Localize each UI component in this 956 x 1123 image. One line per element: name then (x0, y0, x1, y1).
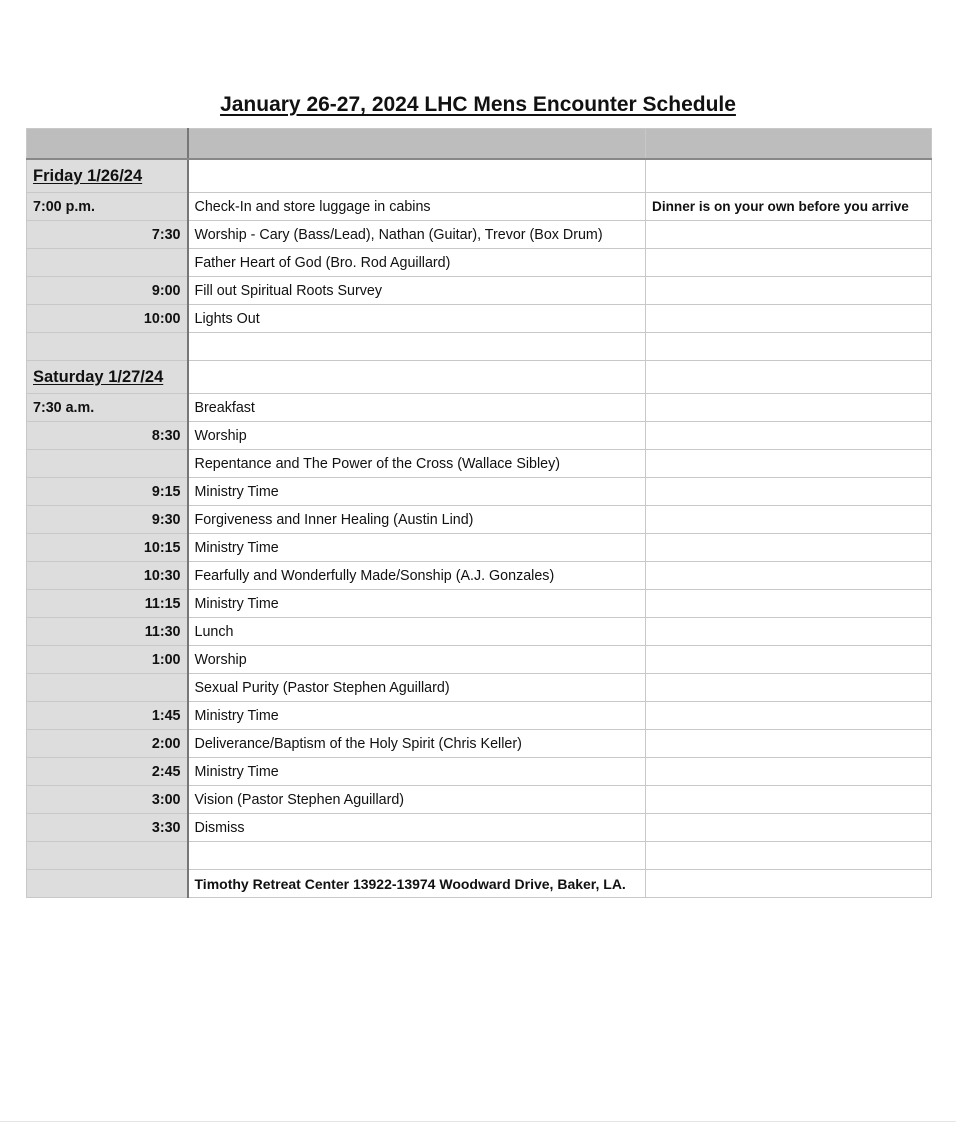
time-cell (27, 674, 188, 702)
event-cell: Dismiss (188, 814, 646, 842)
saturday-day-row (27, 361, 932, 394)
event-cell: Ministry Time (188, 590, 646, 618)
event-cell: Ministry Time (188, 758, 646, 786)
table-row (27, 590, 932, 618)
event-cell: Worship (188, 422, 646, 450)
table-row (27, 305, 932, 333)
table-row (27, 478, 932, 506)
spacer-row (27, 333, 932, 361)
table-row (27, 506, 932, 534)
time-cell: 11:30 (27, 618, 188, 646)
table-row (27, 730, 932, 758)
event-cell: Ministry Time (188, 702, 646, 730)
schedule-table (26, 128, 932, 898)
saturday-day-header: Saturday 1/27/24 (27, 361, 188, 394)
table-row (27, 674, 932, 702)
table-row (27, 646, 932, 674)
event-cell: Sexual Purity (Pastor Stephen Aguillard) (188, 674, 646, 702)
table-row (27, 394, 932, 422)
time-cell: 2:45 (27, 758, 188, 786)
header-cell (188, 129, 646, 160)
header-cell (646, 129, 932, 160)
time-cell: 1:45 (27, 702, 188, 730)
page-title: January 26-27, 2024 LHC Mens Encounter Schedule (220, 93, 736, 116)
time-cell: 8:30 (27, 422, 188, 450)
time-cell: 2:00 (27, 730, 188, 758)
event-cell: Repentance and The Power of the Cross (Wallace Sibley) (188, 450, 646, 478)
friday-day-header: Friday 1/26/24 (27, 159, 188, 193)
time-cell: 1:00 (27, 646, 188, 674)
time-cell: 7:00 p.m. (27, 193, 188, 221)
table-row (27, 221, 932, 249)
table-row (27, 422, 932, 450)
table-row (27, 562, 932, 590)
event-cell: Fill out Spiritual Roots Survey (188, 277, 646, 305)
time-cell: 3:00 (27, 786, 188, 814)
time-cell: 10:00 (27, 305, 188, 333)
event-cell: Father Heart of God (Bro. Rod Aguillard) (188, 249, 646, 277)
table-row (27, 534, 932, 562)
table-row (27, 786, 932, 814)
time-cell: 9:00 (27, 277, 188, 305)
table-row (27, 814, 932, 842)
time-cell: 3:30 (27, 814, 188, 842)
spacer-row (27, 842, 932, 870)
table-row (27, 702, 932, 730)
table-row (27, 758, 932, 786)
time-cell: 9:30 (27, 506, 188, 534)
table-row (27, 193, 932, 221)
event-cell: Lunch (188, 618, 646, 646)
event-cell: Breakfast (188, 394, 646, 422)
table-row (27, 277, 932, 305)
event-cell: Vision (Pastor Stephen Aguillard) (188, 786, 646, 814)
event-cell: Deliverance/Baptism of the Holy Spirit (Chris Keller) (188, 730, 646, 758)
event-cell: Worship (188, 646, 646, 674)
time-cell (27, 450, 188, 478)
event-cell: Ministry Time (188, 478, 646, 506)
event-cell: Check-In and store luggage in cabins (188, 193, 646, 221)
venue-address: Timothy Retreat Center 13922-13974 Woodward Drive, Baker, LA. (188, 870, 646, 898)
event-cell: Ministry Time (188, 534, 646, 562)
header-row (27, 129, 932, 160)
table-row (27, 450, 932, 478)
event-cell: Fearfully and Wonderfully Made/Sonship (A.J. Gonzales) (188, 562, 646, 590)
friday-day-row (27, 159, 932, 193)
time-cell (27, 249, 188, 277)
footer-row (27, 870, 932, 898)
table-row (27, 618, 932, 646)
time-cell: 10:30 (27, 562, 188, 590)
table-row (27, 249, 932, 277)
time-cell: 10:15 (27, 534, 188, 562)
event-cell: Forgiveness and Inner Healing (Austin Lind) (188, 506, 646, 534)
page-bottom-divider (0, 1121, 956, 1122)
time-cell: 11:15 (27, 590, 188, 618)
time-cell: 7:30 a.m. (27, 394, 188, 422)
event-cell: Worship - Cary (Bass/Lead), Nathan (Guitar), Trevor (Box Drum) (188, 221, 646, 249)
time-cell: 7:30 (27, 221, 188, 249)
time-cell: 9:15 (27, 478, 188, 506)
note-cell: Dinner is on your own before you arrive (646, 193, 932, 221)
header-cell (27, 129, 188, 160)
event-cell: Lights Out (188, 305, 646, 333)
